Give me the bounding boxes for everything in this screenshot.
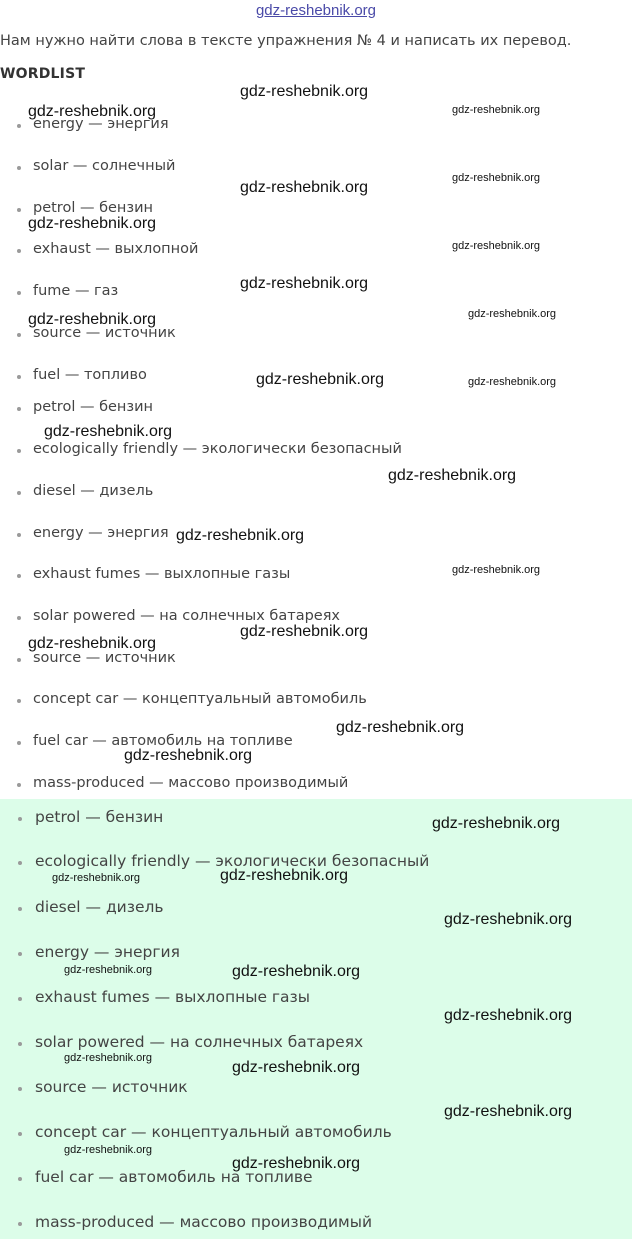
watermark: gdz-reshebnik.org (452, 240, 541, 252)
list-item: solar — солнечный (33, 158, 176, 174)
watermark: gdz-reshebnik.org (28, 635, 157, 652)
list-item: fuel car — автомобиль на топливе (35, 1168, 313, 1186)
watermark: gdz-reshebnik.org (452, 564, 541, 576)
list-item: diesel — дизель (33, 483, 154, 499)
list-item: concept car — концептуальный автомобиль (35, 1123, 392, 1141)
instruction-text: Нам нужно найти слова в тексте упражнения № 4 и написать их перевод. (0, 33, 572, 49)
watermark: gdz-reshebnik.org (28, 215, 157, 232)
list-item: energy — энергия (33, 525, 169, 541)
watermark: gdz-reshebnik.org (444, 1007, 573, 1024)
list-item: diesel — дизель (35, 898, 164, 916)
list-item: source — источник (35, 1078, 188, 1096)
list-item: exhaust fumes — выхлопные газы (35, 988, 311, 1006)
watermark: gdz-reshebnik.org (64, 1052, 153, 1064)
list-item: ecologically friendly — экологически безопасный (33, 441, 402, 457)
watermark: gdz-reshebnik.org (444, 1103, 573, 1120)
watermark: gdz-reshebnik.org (232, 1059, 361, 1076)
watermark: gdz-reshebnik.org (232, 1155, 361, 1172)
watermark: gdz-reshebnik.org (124, 747, 253, 764)
watermark: gdz-reshebnik.org (240, 83, 369, 100)
list-item: mass-produced — массово производимый (35, 1213, 373, 1231)
list-item: source — источник (33, 650, 176, 666)
list-item: mass-produced — массово производимый (33, 775, 349, 791)
watermark: gdz-reshebnik.org (432, 815, 561, 832)
watermark: gdz-reshebnik.org (468, 376, 557, 388)
watermark: gdz-reshebnik.org (232, 963, 361, 980)
watermark: gdz-reshebnik.org (28, 311, 157, 328)
list-item: petrol — бензин (33, 399, 154, 415)
watermark: gdz-reshebnik.org (452, 104, 541, 116)
list-item: exhaust fumes — выхлопные газы (33, 566, 291, 582)
list-item: ecologically friendly — экологически безопасный (35, 852, 430, 870)
list-item: petrol — бензин (35, 808, 164, 826)
watermark: gdz-reshebnik.org (256, 371, 385, 388)
watermark: gdz-reshebnik.org (468, 308, 557, 320)
watermark: gdz-reshebnik.org (240, 275, 369, 292)
site-header-link[interactable]: gdz-reshebnik.org (255, 2, 377, 19)
list-item: source — источник (33, 325, 176, 341)
watermark: gdz-reshebnik.org (444, 911, 573, 928)
watermark: gdz-reshebnik.org (44, 423, 173, 440)
watermark: gdz-reshebnik.org (64, 1144, 153, 1156)
list-item: energy — энергия (33, 116, 169, 132)
watermark: gdz-reshebnik.org (28, 103, 157, 120)
list-item: fuel car — автомобиль на топливе (33, 733, 293, 749)
wordlist-heading: WORDLIST (0, 66, 86, 82)
watermark: gdz-reshebnik.org (176, 527, 305, 544)
list-item: fume — газ (33, 283, 119, 299)
list-item: concept car — концептуальный автомобиль (33, 691, 367, 707)
list-item: exhaust — выхлопной (33, 241, 199, 257)
list-item: solar powered — на солнечных батареях (33, 608, 341, 624)
list-item: energy — энергия (35, 943, 180, 961)
watermark: gdz-reshebnik.org (220, 867, 349, 884)
watermark: gdz-reshebnik.org (64, 964, 153, 976)
watermark: gdz-reshebnik.org (388, 467, 517, 484)
list-item: fuel — топливо (33, 367, 147, 383)
watermark: gdz-reshebnik.org (240, 623, 369, 640)
list-item: solar powered — на солнечных батареях (35, 1033, 364, 1051)
watermark: gdz-reshebnik.org (452, 172, 541, 184)
watermark: gdz-reshebnik.org (336, 719, 465, 736)
watermark: gdz-reshebnik.org (52, 872, 141, 884)
list-item: petrol — бензин (33, 200, 154, 216)
watermark: gdz-reshebnik.org (240, 179, 369, 196)
